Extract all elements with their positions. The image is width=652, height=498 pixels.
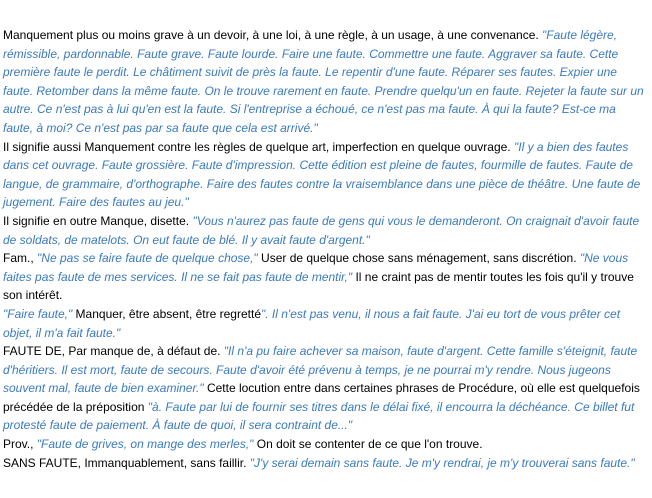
example-text: ". Il n'est pas venu, il nous a fait faute. J'ai eu tort de vous prêter cet objet, il m'a fait faute."	[3, 306, 621, 340]
example-text: "Vous n'aurez pas faute de gens qui vous le demanderont. On craignait d'avoir faute de soldats, de matelots. On eut faute de blé. Il y avait faute d'argent."	[3, 213, 640, 247]
definition-text: Prov.,	[3, 437, 37, 452]
definition-text: User de quelque chose sans ménagement, sans discrétion.	[257, 251, 580, 266]
definition-text: SANS FAUTE, Immanquablement, sans faillir.	[3, 455, 250, 470]
definition-paragraph	[3, 212, 649, 249]
definition-text: Cette locution entre dans certaines phrases de Procédure, où elle est quelquefois précédée de la préposition	[3, 381, 640, 414]
example-text: "J'y serai demain sans faute. Je m'y rendrai, je m'y trouverai sans faute."	[249, 455, 635, 470]
definition-paragraph	[3, 305, 649, 342]
example-text: "Ne vous faites pas faute de mes services. Il ne se fait pas faute de mentir,"	[3, 251, 629, 284]
definition-text: Il signifie aussi Manquement contre les règles de quelque art, imperfection en quelque ouvrage.	[3, 139, 514, 154]
example-text: "Faire faute,"	[3, 306, 73, 321]
example-text: "Il y a bien des fautes dans cet ouvrage. Faute grossière. Faute d'impression. Cette édition est pleine de fautes, fourmille de fautes. Faute de langue, de grammaire, d'orthographe. Faire des fautes contre la vraisemblance dans une pièce de théâtre. Une faute de jugement. Faire des fautes au jeu."	[3, 139, 641, 210]
definition-text: FAUTE DE, Par manque de, à défaut de.	[3, 344, 224, 359]
definition-paragraph	[3, 435, 649, 454]
definition-text: Il ne craint pas de mentir toutes les fois qu'il y trouve son intérêt.	[3, 269, 634, 303]
definition-text: Fam.,	[3, 251, 38, 266]
definition-paragraph	[3, 138, 649, 212]
dictionary-entry	[3, 26, 649, 472]
example-text: "Faute de grives, on mange des merles,"	[36, 437, 254, 452]
definition-paragraph	[3, 454, 649, 473]
definition-paragraph	[3, 249, 649, 305]
definition-text: On doit se contenter de ce que l'on trouve.	[253, 437, 483, 452]
definition-text: Manquer, être absent, être regretté	[72, 306, 261, 321]
example-text: "Faute légère, rémissible, pardonnable. Faute grave. Faute lourde. Faire une faute. Commettre une faute. Aggraver sa faute. Cette première faute le perdit. Le châtiment suivit de près la faute. Le repentir d'une faute. Réparer ses fautes. Expier une faute. Retomber dans la même faute. On le trouve rarement en faute. Prendre quelqu'un en faute. Rejeter la faute sur un autre. Ce n'est pas à lui qu'en est la faute. Si l'entreprise a échoué, ce n'est pas ma faute. À qui la faute? Est-ce ma faute, à moi? Ce n'est pas par sa faute que cela est arrivé."	[3, 28, 644, 135]
example-text: "à. Faute par lui de fournir ses titres dans le délai fixé, il encourra la déchéance. Ce billet fut protesté faute de paiement. À faute de quoi, il sera contraint de..."	[3, 399, 635, 433]
definition-text: Il signifie en outre Manque, disette.	[3, 213, 193, 228]
definition-paragraph	[3, 342, 649, 435]
example-text: "Ne pas se faire faute de quelque chose,"	[37, 251, 258, 266]
example-text: "Il n'a pu faire achever sa maison, faute d'argent. Cette famille s'éteignit, faute d'héritiers. Il est mort, faute de secours. Faute d'avoir été prévenu à temps, je ne pourrai m'y rendre. Nous jugeons souvent mal, faute de bien examiner."	[3, 344, 638, 396]
definition-text: Manquement plus ou moins grave à un devoir, à une loi, à une règle, à un usage, à une convenance.	[3, 28, 543, 42]
definition-paragraph	[3, 26, 649, 138]
